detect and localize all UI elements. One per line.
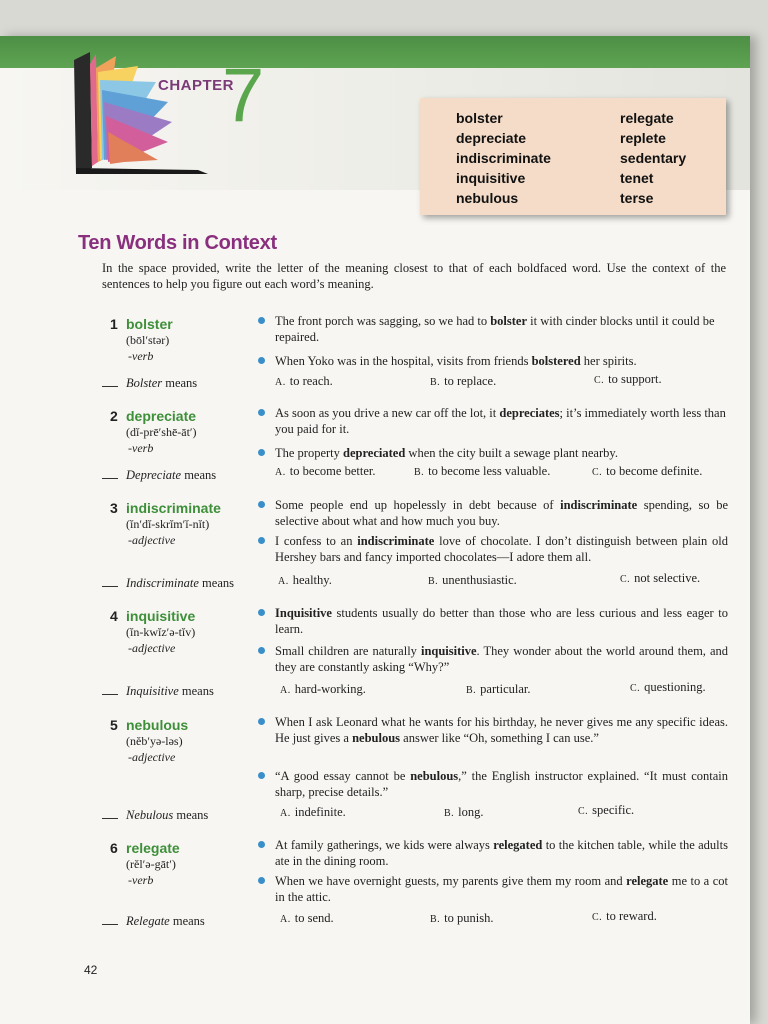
option-b: B. to punish.: [430, 911, 494, 925]
entry-number: 6: [110, 840, 118, 856]
answer-blank[interactable]: [102, 818, 118, 819]
option-c: C. not selective.: [620, 571, 701, 585]
entry-number: 2: [110, 408, 118, 424]
entry-pronunciation: (ĭn′dĭ-skrĭm′ĭ-nĭt): [126, 517, 210, 531]
option-a: A. hard-working.: [280, 682, 366, 696]
option-b: B. to replace.: [430, 374, 497, 388]
option-b: B. unenthusiastic.: [428, 573, 517, 587]
word-list-item: terse: [620, 190, 654, 206]
example-sentence-1: As soon as you drive a new car off the lot, it depreciates; it’s immediately worth less than you paid for it.: [258, 405, 728, 437]
option-c: C. to support.: [594, 372, 662, 386]
entry-pronunciation: (bōl′stər): [126, 333, 170, 347]
word-list-item: inquisitive: [456, 170, 526, 186]
example-sentence-2: “A good essay cannot be nebulous,” the English instructor explained. “It must contain sharp, precise details.”: [258, 768, 728, 800]
entry-word: nebulous: [126, 717, 189, 733]
answer-line: Bolster means: [102, 376, 197, 391]
option-c: C. to become definite.: [592, 464, 703, 478]
example-sentence-2: I confess to an indiscriminate love of chocolate. I don’t distinguish between plain old Hershey bars and fancy imported chocolates—I adore them all.: [258, 533, 728, 565]
bullet-icon: [258, 501, 265, 508]
bullet-icon: [258, 718, 265, 725]
entry-part-of-speech: -verb: [128, 873, 154, 887]
entry-pronunciation: (rĕl′ə-gāt′): [126, 857, 176, 871]
word-list-item: replete: [620, 130, 666, 146]
example-sentence-2: When we have overnight guests, my parents give them my room and relegate me to a cot in the attic.: [258, 873, 728, 905]
option-c: C. specific.: [578, 803, 635, 817]
entry-word: indiscriminate: [126, 500, 221, 516]
option-c: C. to reward.: [592, 909, 657, 923]
bullet-icon: [258, 772, 265, 779]
option-b: B. to become less valuable.: [414, 464, 551, 478]
bullet-icon: [258, 841, 265, 848]
book-fan-icon: [68, 50, 208, 174]
entry-part-of-speech: -adjective: [128, 641, 176, 655]
word-list-box: [420, 98, 726, 215]
answer-blank[interactable]: [102, 586, 118, 587]
answer-blank[interactable]: [102, 478, 118, 479]
bullet-icon: [258, 449, 265, 456]
bullet-icon: [258, 647, 265, 654]
textbook-page: [0, 36, 750, 1024]
example-sentence-1: When I ask Leonard what he wants for his birthday, he never gives me any specific ideas. He just gives a nebulous answer like “Oh, something I can use.”: [258, 714, 728, 746]
answer-line: Nebulous means: [102, 808, 208, 823]
entry-part-of-speech: -adjective: [128, 533, 176, 547]
entry-pronunciation: (dĭ-prē′shē-āt′): [126, 425, 197, 439]
entry-pronunciation: (nĕb′yə-ləs): [126, 734, 183, 748]
word-list-column-2: [620, 108, 686, 208]
word-list-column-1: [456, 108, 551, 208]
bullet-icon: [258, 537, 265, 544]
answer-blank[interactable]: [102, 694, 118, 695]
answer-line: Inquisitive means: [102, 684, 214, 699]
entry-word: inquisitive: [126, 608, 196, 624]
word-list-item: nebulous: [456, 190, 519, 206]
option-a: A. to become better.: [275, 464, 376, 478]
bullet-icon: [258, 317, 265, 324]
example-sentence-2: The property depreciated when the city built a sewage plant nearby.: [258, 445, 728, 461]
entry-word: depreciate: [126, 408, 197, 424]
word-list-item: depreciate: [456, 130, 527, 146]
answer-blank[interactable]: [102, 386, 118, 387]
bullet-icon: [258, 357, 265, 364]
word-list-item: tenet: [620, 170, 654, 186]
option-b: B. particular.: [466, 682, 531, 696]
option-a: A. healthy.: [278, 573, 332, 587]
bullet-icon: [258, 409, 265, 416]
example-sentence-1: At family gatherings, we kids were always relegated to the kitchen table, while the adults ate in the dining room.: [258, 837, 728, 869]
instructions-text: In the space provided, write the letter of the meaning closest to that of each boldfaced word. Use the context of the sentences to help you figure out each word’s meaning.: [102, 261, 726, 291]
answer-line: Relegate means: [102, 914, 205, 929]
word-list-item: indiscriminate: [456, 150, 551, 166]
entry-number: 1: [110, 316, 118, 332]
example-sentence-2: Small children are naturally inquisitive. They wonder about the world around them, and they are constantly asking “Why?”: [258, 643, 728, 675]
section-title: Ten Words in Context: [78, 232, 277, 254]
entry-number: 4: [110, 608, 118, 624]
entry-part-of-speech: -adjective: [128, 750, 176, 764]
example-sentence-1: The front porch was sagging, so we had to bolster it with cinder blocks until it could be repaired.: [258, 313, 728, 345]
bullet-icon: [258, 877, 265, 884]
entry-word: relegate: [126, 840, 180, 856]
chapter-number: 7: [222, 53, 265, 138]
option-a: A. to reach.: [275, 374, 333, 388]
entry-part-of-speech: -verb: [128, 349, 154, 363]
entry-part-of-speech: -verb: [128, 441, 154, 455]
example-sentence-1: Some people end up hopelessly in debt because of indiscriminate spending, so be selective about what and how much you buy.: [258, 497, 728, 529]
entry-pronunciation: (ĭn-kwĭz′ə-tĭv): [126, 625, 196, 639]
option-a: A. to send.: [280, 911, 334, 925]
page-number: 42: [84, 963, 98, 977]
word-list-item: relegate: [620, 110, 674, 126]
chapter-label: CHAPTER: [158, 77, 235, 94]
entry-word: bolster: [126, 316, 173, 332]
answer-line: Depreciate means: [102, 468, 216, 483]
answer-blank[interactable]: [102, 924, 118, 925]
example-sentence-2: When Yoko was in the hospital, visits from friends bolstered her spirits.: [258, 353, 728, 369]
option-a: A. indefinite.: [280, 805, 346, 819]
answer-line: Indiscriminate means: [102, 576, 234, 591]
example-sentence-1: Inquisitive students usually do better than those who are less curious and less eager to learn.: [258, 605, 728, 637]
entry-number: 5: [110, 717, 118, 733]
word-list-item: sedentary: [620, 150, 687, 166]
option-b: B. long.: [444, 805, 484, 819]
word-list-item: bolster: [456, 110, 503, 126]
option-c: C. questioning.: [630, 680, 706, 694]
entry-number: 3: [110, 500, 118, 516]
bullet-icon: [258, 609, 265, 616]
